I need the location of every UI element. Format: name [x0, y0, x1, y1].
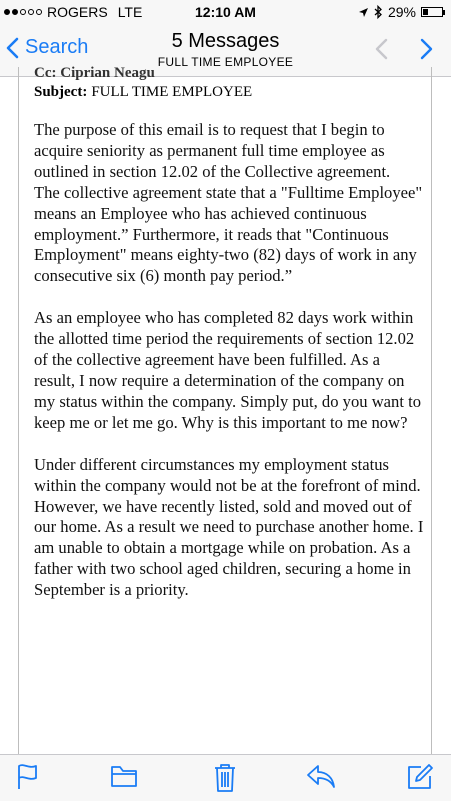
compose-icon[interactable]	[406, 763, 434, 791]
folder-icon[interactable]	[110, 763, 138, 789]
message-body[interactable]	[0, 65, 451, 754]
message-navigation	[375, 38, 433, 60]
paragraph-3: Under different circumstances my employment status within the company would not be at the forefront of mind. However, we have recently listed, sold and moved out of our home. As a result we need to purchase another home. I am unable to obtain a mortgage while on probation. As a father with two school aged children, securing a home in September is a priority.	[34, 454, 424, 600]
battery-icon	[421, 7, 443, 17]
carrier-name: ROGERS	[47, 4, 108, 20]
subject-text: FULL TIME EMPLOYEE	[91, 84, 253, 100]
bluetooth-icon	[374, 5, 383, 19]
trash-icon[interactable]	[212, 763, 238, 793]
previous-message-button[interactable]	[375, 38, 388, 60]
battery-tip	[443, 10, 445, 15]
location-arrow-icon	[358, 7, 369, 18]
clock: 12:10 AM	[195, 4, 256, 20]
back-button-label: Search	[25, 36, 89, 58]
battery-percent: 29%	[387, 4, 416, 20]
subject-line	[34, 84, 252, 101]
cc-line: Cc: Ciprian Neagu	[34, 65, 155, 81]
status-right	[358, 4, 445, 20]
next-message-button[interactable]	[420, 38, 433, 60]
email-body-text	[34, 120, 424, 622]
bottom-toolbar	[0, 754, 451, 801]
thread-title: 5 Messages	[171, 30, 280, 52]
flag-icon[interactable]	[16, 763, 40, 791]
network-type: LTE	[117, 4, 143, 20]
subject-label: Subject:	[34, 84, 88, 100]
status-bar	[0, 0, 451, 24]
thread-subject: FULL TIME EMPLOYEE	[157, 55, 294, 69]
paragraph-1: The purpose of this email is to request that I begin to acquire seniority as permanent full time employee as outlined in section 12.02 of the Collective agreement. The collective agreement state that a "Fulltime Employee" means an Employee who has achieved continuous employment.” Furthermore, it reads that "Continuous Employment" means eighty-two (82) days of work in any consecutive six (6) month pay period.”	[34, 120, 423, 286]
reply-icon[interactable]	[306, 763, 336, 789]
paragraph-2: As an employee who has completed 82 days work within the allotted time period the requirements of section 12.02 of the collective agreement have been fulfilled. As a result, I now require a determination of the company on my status within the company. Simply put, do you want to keep me or let me go. Why is this important to me now?	[34, 308, 422, 432]
